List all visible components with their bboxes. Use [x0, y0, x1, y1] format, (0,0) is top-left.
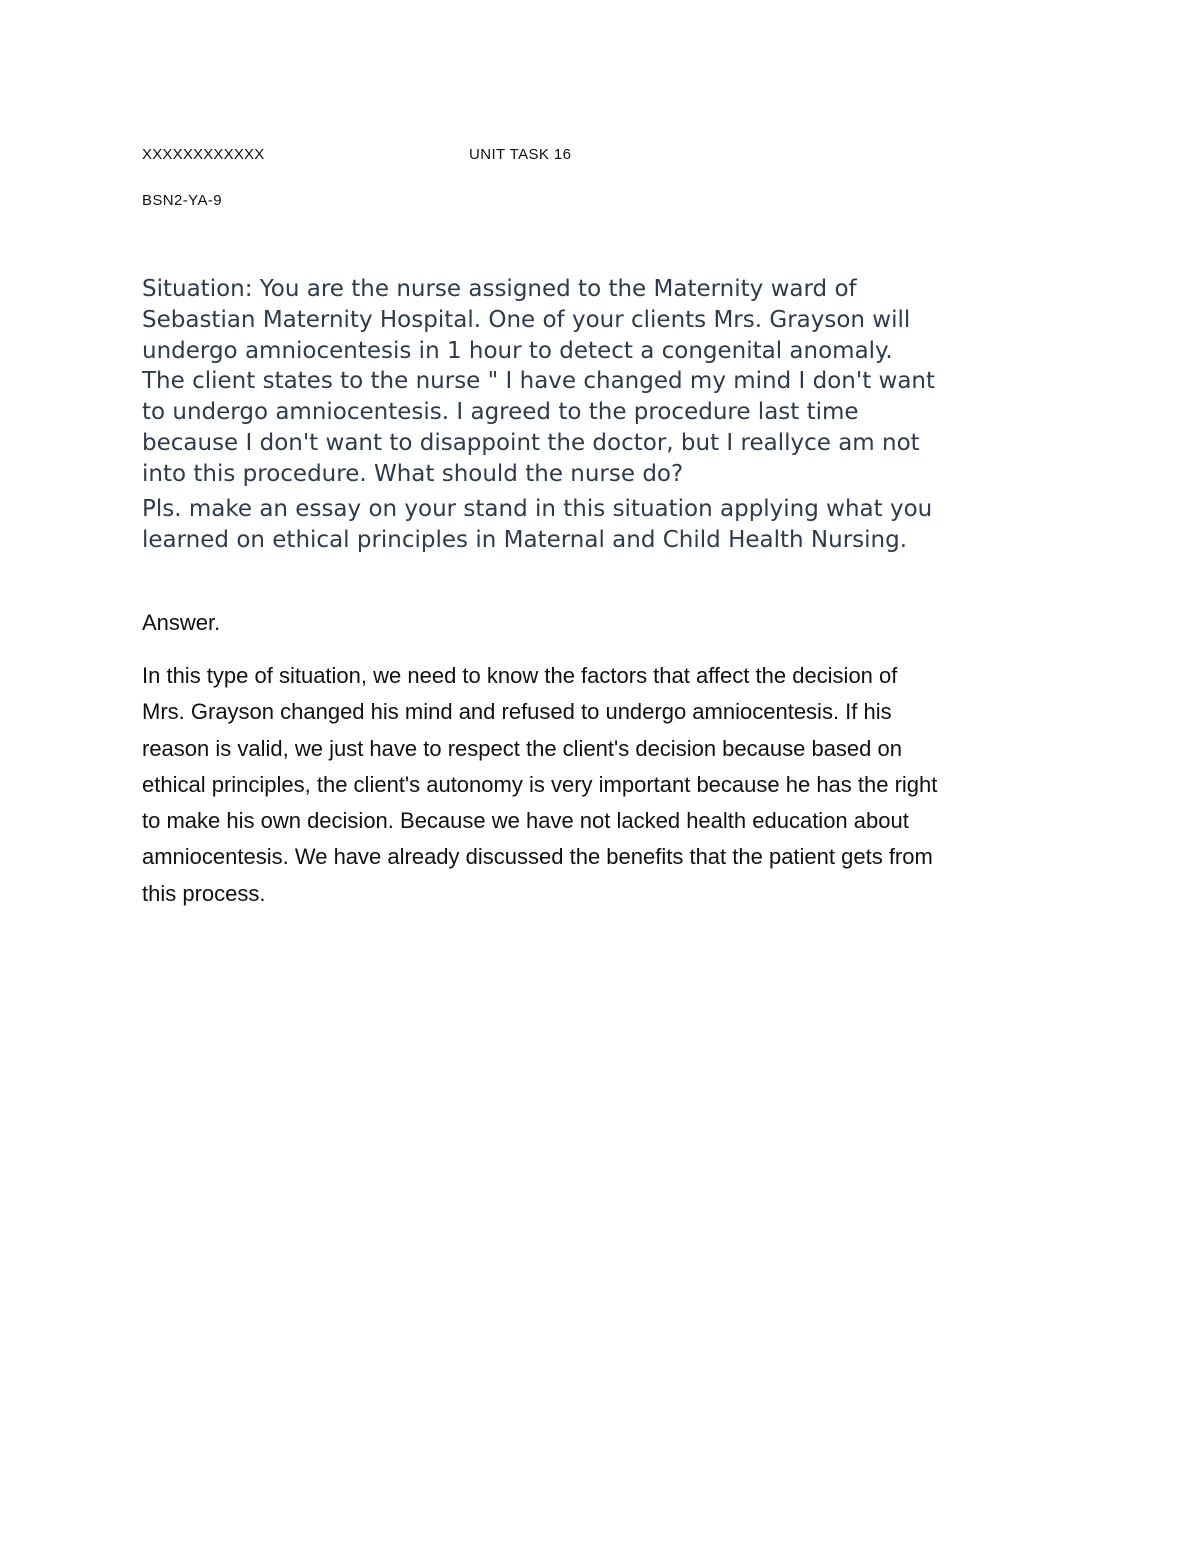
section-code: BSN2-YA-9: [142, 192, 223, 209]
task-title: UNIT TASK 16: [469, 146, 572, 163]
situation-paragraph: Situation: You are the nurse assigned to the Maternity ward of Sebastian Maternity Hospital. One of your clients Mrs. Grayson will undergo amniocentesis in 1 hour to detect a congenital anomaly. The client states to the nurse " I have changed my mind I don't want to undergo amniocentesis. I agreed to the procedure last time because I don't want to disappoint the doctor, but I reallyce am not into this procedure. What should the nurse do?: [142, 276, 936, 487]
answer-paragraph: In this type of situation, we need to know the factors that affect the decision of Mrs. Grayson changed his mind and refused to undergo amniocentesis. If his reason is valid, we just have to respect the client's decision because based on ethical principles, the client's autonomy is very important because he has the right to make his own decision. Because we have not lacked health education about amniocentesis. We have already discussed the benefits that the patient gets from this process.: [142, 663, 938, 906]
answer-label: Answer.: [142, 610, 221, 635]
instruction-paragraph: Pls. make an essay on your stand in this situation applying what you learned on ethical principles in Maternal and Child Health Nursing.: [142, 496, 933, 553]
student-name: XXXXXXXXXXXX: [142, 146, 265, 163]
